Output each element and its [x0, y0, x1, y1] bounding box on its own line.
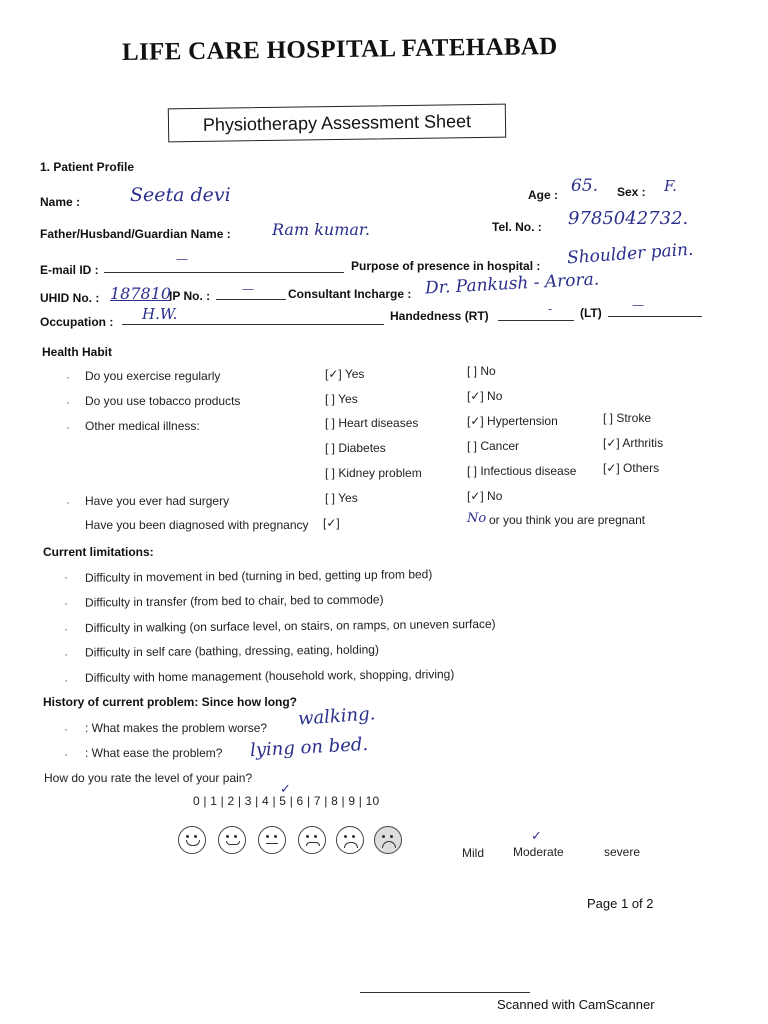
bullet: · — [66, 395, 70, 409]
opt-hypertension[interactable]: [✓] Hypertension — [467, 414, 558, 428]
limitation-item: Difficulty in walking (on surface level, on stairs, on ramps, on uneven surface) — [84, 616, 496, 636]
guardian-label: Father/Husband/Guardian Name : — [40, 227, 231, 241]
tel-label: Tel. No. : — [492, 220, 542, 234]
consultant-label: Consultant Incharge : — [288, 287, 412, 301]
q-ease: : What ease the problem? — [85, 746, 223, 760]
name-value: Seeta devi — [130, 184, 231, 206]
moderate-check: ✓ — [531, 828, 542, 843]
page-number: Page 1 of 2 — [587, 896, 654, 911]
occupation-label: Occupation : — [40, 315, 114, 329]
face-icon-severe — [336, 826, 364, 854]
section-health-habit: Health Habit — [42, 345, 113, 359]
q-pain-level: How do you rate the level of your pain? — [44, 771, 253, 785]
email-label: E-mail ID : — [40, 263, 99, 277]
pregnancy-no: No — [467, 511, 487, 526]
tel-value: 9785042732. — [568, 208, 689, 229]
email-line — [104, 272, 344, 273]
exercise-yes[interactable]: [✓] Yes — [325, 367, 365, 381]
exercise-no[interactable]: [ ] No — [467, 364, 496, 378]
ip-label: IP No. : — [169, 289, 211, 303]
ip-value: — — [242, 282, 254, 296]
bullet: · — [64, 647, 68, 661]
q-tobacco: Do you use tobacco products — [85, 394, 241, 408]
face-icon-worst — [374, 826, 402, 854]
face-icon-mild — [218, 826, 246, 854]
uhid-value: 187810 — [110, 284, 172, 303]
opt-diabetes[interactable]: [ ] Diabetes — [325, 441, 386, 455]
bullet: · — [64, 747, 68, 761]
section-limitations: Current limitations: — [43, 545, 154, 559]
face-icon-moderate-high — [298, 826, 326, 854]
q-other-illness: Other medical illness: — [85, 419, 200, 433]
handedness-rt-line — [498, 320, 574, 321]
lt-label: (LT) — [580, 306, 602, 320]
handedness-rt-value: - — [548, 302, 553, 316]
lt-value: — — [632, 298, 644, 312]
sex-label: Sex : — [617, 185, 646, 199]
tobacco-yes[interactable]: [ ] Yes — [325, 392, 358, 406]
limitation-item: Difficulty in self care (bathing, dressing, eating, holding) — [84, 642, 380, 660]
opt-others[interactable]: [✓] Others — [603, 461, 660, 475]
pain-scale: 0 | 1 | 2 | 3 | 4 | 5 | 6 | 7 | 8 | 9 | 10 — [193, 794, 380, 808]
a-worse: walking. — [297, 703, 377, 730]
bullet: · — [66, 370, 70, 384]
email-value: — — [176, 252, 188, 266]
bullet: · — [64, 673, 68, 687]
tobacco-no[interactable]: [✓] No — [467, 389, 503, 403]
face-icon-no-pain — [178, 826, 206, 854]
guardian-value: Ram kumar. — [272, 220, 370, 239]
surgery-no[interactable]: [✓] No — [467, 489, 503, 503]
a-ease: lying on bed. — [249, 733, 369, 762]
opt-cancer[interactable]: [ ] Cancer — [467, 439, 520, 453]
limitation-item: Difficulty with home management (household work, shopping, driving) — [84, 667, 455, 685]
opt-stroke[interactable]: [ ] Stroke — [603, 411, 652, 425]
handedness-label: Handedness (RT) — [390, 309, 489, 323]
bullet: · — [66, 495, 70, 509]
bullet: · — [66, 420, 70, 434]
opt-arthritis[interactable]: [✓] Arthritis — [603, 436, 664, 450]
q-pregnancy: Have you been diagnosed with pregnancy — [85, 518, 309, 532]
occupation-value: H.W. — [142, 305, 178, 323]
ip-line — [216, 299, 286, 300]
camscanner-label: Scanned with CamScanner — [497, 997, 655, 1012]
q-surgery: Have you ever had surgery — [85, 494, 230, 508]
bullet: · — [64, 570, 68, 584]
pain-mild: Mild — [462, 846, 485, 860]
opt-heart[interactable]: [ ] Heart diseases — [325, 416, 419, 430]
pain-severe: severe — [604, 845, 641, 859]
title-box — [168, 104, 506, 143]
pregnancy-checkbox[interactable]: [✓] — [323, 516, 340, 530]
limitation-item: Difficulty in movement in bed (turning in bed, getting up from bed) — [84, 567, 433, 585]
q-think-pregnant: or you think you are pregnant — [489, 513, 646, 527]
section-patient-profile: 1. Patient Profile — [40, 160, 135, 174]
footer-line — [360, 992, 530, 993]
hospital-name: LIFE CARE HOSPITAL FATEHABAD — [121, 32, 558, 67]
sheet-title: Physiotherapy Assessment Sheet — [202, 111, 472, 135]
purpose-label: Purpose of presence in hospital : — [351, 259, 541, 273]
bullet: · — [64, 722, 68, 736]
occupation-line — [122, 324, 384, 325]
face-icon-moderate — [258, 826, 286, 854]
section-history: History of current problem: Since how long? — [43, 695, 298, 709]
opt-kidney[interactable]: [ ] Kidney problem — [325, 466, 422, 480]
bullet: · — [64, 622, 68, 636]
pain-moderate: Moderate — [513, 845, 564, 859]
uhid-label: UHID No. : — [40, 291, 100, 305]
age-label: Age : — [528, 188, 558, 202]
bullet: · — [64, 596, 68, 610]
sex-value: F. — [664, 177, 677, 195]
q-worse: : What makes the problem worse? — [85, 721, 268, 735]
purpose-value: Shoulder pain. — [566, 239, 695, 269]
lt-line — [608, 316, 702, 317]
consultant-value: Dr. Pankush - Arora. — [424, 269, 600, 299]
surgery-yes[interactable]: [ ] Yes — [325, 491, 358, 505]
opt-infectious[interactable]: [ ] Infectious disease — [467, 464, 577, 478]
pain-scale-check: ✓ — [280, 781, 291, 796]
name-label: Name : — [40, 195, 81, 209]
age-value: 65. — [571, 176, 599, 196]
q-exercise: Do you exercise regularly — [85, 369, 221, 383]
limitation-item: Difficulty in transfer (from bed to chair, bed to commode) — [84, 592, 384, 610]
